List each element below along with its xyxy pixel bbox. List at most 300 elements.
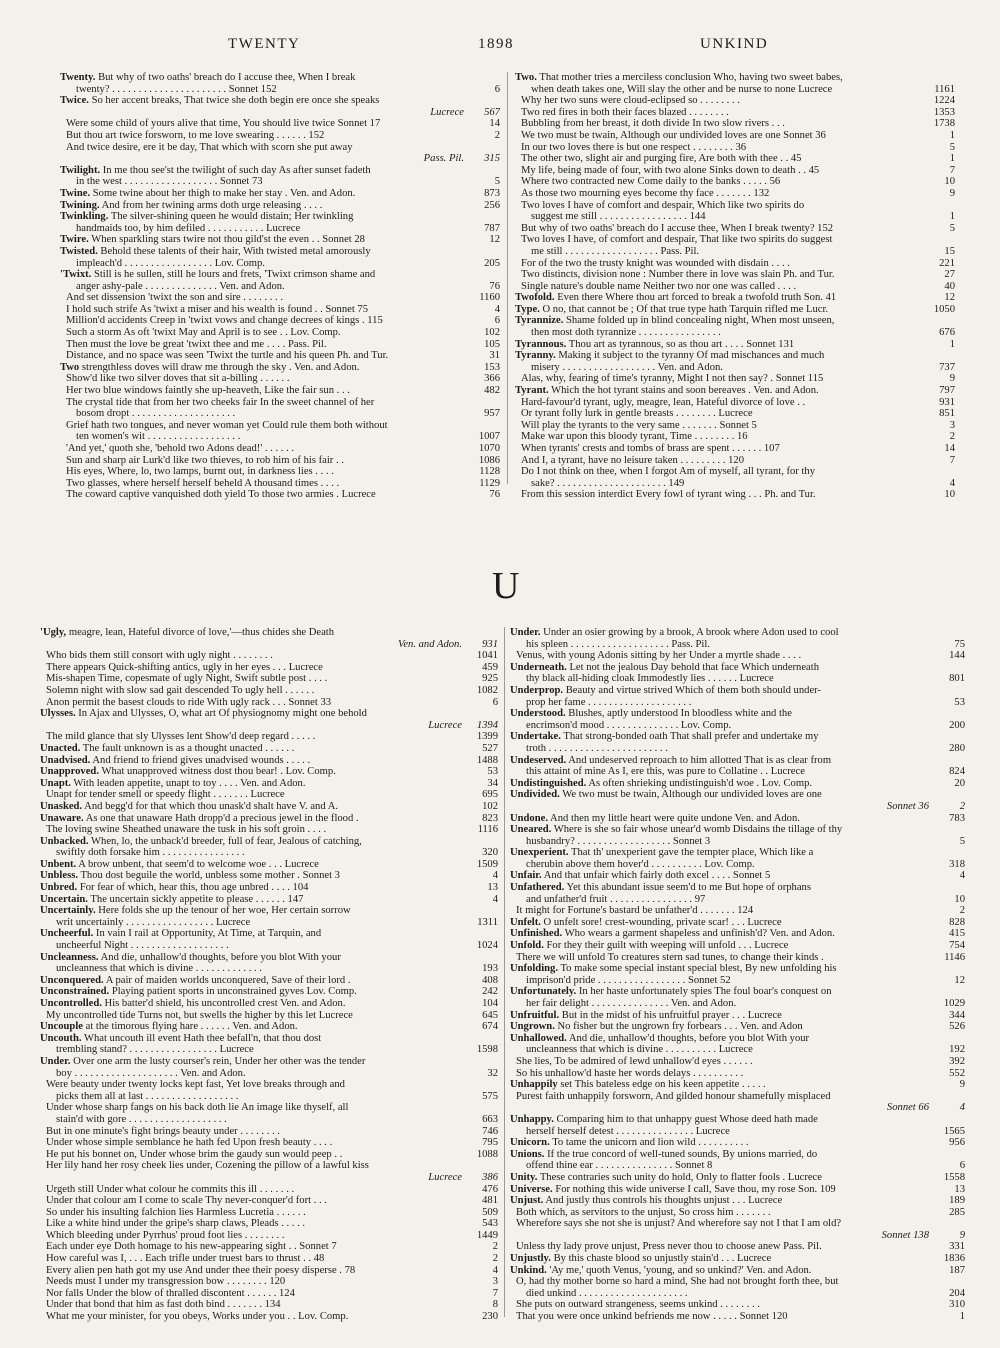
line-number: 27 xyxy=(944,269,955,281)
entry-line xyxy=(60,431,500,443)
line-number: 75 xyxy=(954,638,965,650)
entry-line xyxy=(515,350,955,362)
page-number: 1898 xyxy=(478,36,514,52)
entry-line xyxy=(510,1288,965,1300)
line-number: 32 xyxy=(487,1067,498,1079)
entry-text: Two. That mother tries a merciless conclusion Who, having two sweet babes, xyxy=(515,72,843,83)
line-number: 1146 xyxy=(944,951,965,963)
entry-text: Two loves I have, of comfort and despair, That like two spirits do suggest xyxy=(521,234,833,246)
line-number: 1224 xyxy=(933,95,955,107)
entry-text: Twisted. Behold these talents of their hair, With twisted metal amorously xyxy=(60,245,371,257)
entry-line xyxy=(40,1091,498,1103)
entry-line xyxy=(60,443,500,455)
entry-text: Sonnet 66 xyxy=(886,1102,929,1114)
line-number: 931 xyxy=(482,638,498,650)
line-number: 1 xyxy=(949,153,955,165)
entry-text: Or tyrant folly lurk in gentle breasts . . . . . . . . Lucrece xyxy=(521,408,753,420)
entry-line xyxy=(515,95,955,107)
entry-line xyxy=(510,685,965,697)
entry-line xyxy=(40,952,498,964)
entry-line xyxy=(60,165,500,177)
entry-text: Underneath. Let not the jealous Day behold that face Which underneath xyxy=(510,661,819,673)
line-number: 392 xyxy=(949,1055,965,1067)
line-number: 1082 xyxy=(476,684,498,696)
entries-bottom-left-column xyxy=(40,627,498,1323)
line-number: 12 xyxy=(954,974,965,986)
entry-line xyxy=(510,1276,965,1288)
entry-line xyxy=(40,1172,498,1184)
entry-line xyxy=(510,1079,965,1091)
entry-text: troth . . . . . . . . . . . . . . . . . . . . . . . xyxy=(526,742,668,754)
entry-text: Unions. If the true concord of well-tuned sounds, By unions married, do xyxy=(510,1148,818,1160)
entry-line xyxy=(60,142,500,154)
entry-line xyxy=(510,697,965,709)
entry-line xyxy=(515,455,955,467)
line-number: 8 xyxy=(492,1299,498,1311)
line-number: 783 xyxy=(949,812,965,824)
entry-text: his spleen . . . . . . . . . . . . . . . . . . . Pass. Pil. xyxy=(526,638,710,650)
entry-text: From this session interdict Every fowl of tyrant wing . . . Ph. and Tur. xyxy=(521,489,816,501)
column-divider-bottom xyxy=(504,627,505,1317)
entry-line xyxy=(510,975,965,987)
entry-line xyxy=(515,258,955,270)
entry-text: O, had thy mother borne so hard a mind, She had not brought forth thee, but xyxy=(516,1276,839,1288)
entry-text: The mild glance that sly Ulysses lent Show'd deep regard . . . . . xyxy=(46,731,316,743)
entry-line xyxy=(510,1149,965,1161)
line-number: 645 xyxy=(482,1009,498,1021)
entry-line xyxy=(510,1044,965,1056)
entry-text: Twinkling. The silver-shining queen he would distain; Her twinkling xyxy=(60,211,354,223)
entry-line xyxy=(60,327,500,339)
entry-line xyxy=(510,1265,965,1277)
line-number: 957 xyxy=(484,408,500,420)
entry-line xyxy=(40,662,498,674)
entry-line xyxy=(515,84,955,96)
entry-text: Show'd like two silver doves that sit a-billing . . . . . . xyxy=(66,373,290,385)
entry-text: uncleanness that which is divine . . . . . . . . . . Lucrece xyxy=(526,1044,753,1056)
line-number: 1041 xyxy=(476,650,498,662)
line-number: 310 xyxy=(949,1299,965,1311)
entry-line xyxy=(60,420,500,432)
line-number: 5 xyxy=(949,222,955,234)
entry-line xyxy=(60,188,500,200)
line-number: 9 xyxy=(959,1229,965,1241)
entry-line xyxy=(60,234,500,246)
entry-line xyxy=(40,917,498,929)
entry-line xyxy=(510,778,965,790)
line-number: 7 xyxy=(492,1287,498,1299)
entry-text: when death takes one, Will slay the other and be nurse to none Lucrece xyxy=(531,83,833,95)
line-number: 1598 xyxy=(476,1044,498,1056)
line-number: 331 xyxy=(949,1241,965,1253)
entry-text: Unexperient. That th' unexperient gave the tempter place, Which like a xyxy=(510,847,814,859)
line-number: 1836 xyxy=(943,1253,965,1265)
entry-line xyxy=(510,766,965,778)
line-number: 12 xyxy=(489,234,500,246)
line-number: 5 xyxy=(949,141,955,153)
entry-line xyxy=(40,905,498,917)
line-number: 746 xyxy=(482,1125,498,1137)
entry-line xyxy=(40,778,498,790)
entry-line xyxy=(60,153,500,165)
line-number: 280 xyxy=(949,742,965,754)
entry-line xyxy=(60,176,500,188)
line-number: 14 xyxy=(944,443,955,454)
entry-line xyxy=(510,986,965,998)
entry-text: then most doth tyrannize . . . . . . . . . . . . . . . . xyxy=(531,327,721,339)
entry-line xyxy=(60,223,500,235)
entry-text: And I, a tyrant, have no leisure taken . . . . . . . . . 120 xyxy=(521,454,745,466)
entry-line xyxy=(60,466,500,478)
entry-text: Mis-shapen Time, copesmate of ugly Night, Swift subtle post . . . . xyxy=(46,673,328,685)
line-number: 14 xyxy=(489,118,500,130)
entry-text: imprison'd pride . . . . . . . . . . . . . . . . . Sonnet 52 xyxy=(526,974,731,986)
entry-text: Distance, and no space was seen 'Twixt the turtle and his queen Ph. and Tur. xyxy=(66,350,389,362)
entry-line xyxy=(60,385,500,397)
line-number: 1070 xyxy=(478,443,500,454)
entry-text: impleach'd . . . . . . . . . . . . . . . . . Lov. Comp. xyxy=(76,257,265,269)
line-number: 1 xyxy=(949,129,955,141)
entry-text: Each under eye Doth homage to his new-appearing sight . . Sonnet 7 xyxy=(46,1241,337,1253)
line-number: 1394 xyxy=(476,719,498,731)
entry-line xyxy=(510,847,965,859)
entry-text: husbandry? . . . . . . . . . . . . . . . . . . Sonnet 3 xyxy=(526,835,711,847)
entry-text: But why of two oaths' breach do I accuse thee, When I break twenty? 152 xyxy=(521,222,834,234)
entry-line xyxy=(510,789,965,801)
entry-text: Unapt for tender smell or speedy flight . . . . . . . Lucrece xyxy=(46,789,285,801)
line-number: 7 xyxy=(949,164,955,176)
entry-text: Undone. And then my little heart were quite undone Ven. and Adon. xyxy=(510,812,800,824)
line-number: 828 xyxy=(949,916,965,928)
entry-line xyxy=(515,211,955,223)
entry-text: Twenty. But why of two oaths' breach do I accuse thee, When I break xyxy=(60,72,356,83)
line-number: 5 xyxy=(494,176,500,188)
entry-text: The crystal tide that from her two cheeks fair In the sweet channel of her xyxy=(66,396,375,408)
entry-text: Lucrece xyxy=(428,719,462,731)
entry-text: prop her fame . . . . . . . . . . . . . . . . . . . . xyxy=(526,696,692,708)
entry-text: Unaware. As one that unaware Hath dropp'd a precious jewel in the flood . xyxy=(40,812,359,824)
entry-text: As those two mourning eyes become thy face . . . . . . . 132 xyxy=(521,187,770,199)
entry-text: Two red fires in both their faces blazed . . . . . . . . xyxy=(521,106,729,118)
entry-text: offend thine ear . . . . . . . . . . . . . . . Sonnet 8 xyxy=(526,1160,713,1172)
entry-text: Ungrown. No fisher but the ungrown fry forbears . . . Ven. and Adon xyxy=(510,1021,803,1033)
line-number: 7 xyxy=(949,454,955,466)
entry-text: Will play the tyrants to the very same . . . . . . . Sonnet 5 xyxy=(521,419,757,431)
entry-line xyxy=(60,350,500,362)
entry-text: handmaids too, by him defiled . . . . . . . . . . . Lucrece xyxy=(76,222,301,234)
entry-text: Uncouple at the timorous flying hare . . . . . . Ven. and Adon. xyxy=(40,1021,298,1033)
line-number: 4 xyxy=(959,870,965,882)
entry-line xyxy=(510,917,965,929)
entry-text: Lucrece xyxy=(430,106,464,118)
entry-text: her fair delight . . . . . . . . . . . . . . . Ven. and Adon. xyxy=(526,998,737,1009)
line-number: 481 xyxy=(482,1195,498,1207)
line-number: 9 xyxy=(949,373,955,385)
entry-line xyxy=(510,824,965,836)
entry-line xyxy=(515,397,955,409)
line-number: 204 xyxy=(949,1287,965,1299)
line-number: 1128 xyxy=(479,466,500,478)
line-number: 509 xyxy=(482,1206,498,1218)
line-number: 1558 xyxy=(943,1171,965,1183)
entry-line xyxy=(515,431,955,443)
entry-text: Unhappily set This bateless edge on his keen appetite . . . . . xyxy=(510,1079,766,1091)
line-number: 318 xyxy=(949,858,965,870)
entry-text: His eyes, Where, lo, two lamps, burnt out, in darkness lies . . . . xyxy=(66,466,334,478)
line-number: 801 xyxy=(949,673,965,685)
entry-line xyxy=(515,142,955,154)
line-number: 102 xyxy=(482,800,498,812)
entry-line xyxy=(60,258,500,270)
entry-line xyxy=(40,720,498,732)
entry-text: Then must the love be great 'twixt thee and me . . . . Pass. Pil. xyxy=(66,338,327,350)
entry-line xyxy=(40,1137,498,1149)
entries-top-right-column xyxy=(515,72,955,501)
entry-text: Both which, as servitors to the unjust, So cross him . . . . . . . xyxy=(516,1206,771,1218)
entry-line xyxy=(40,743,498,755)
entry-line xyxy=(40,928,498,940)
entry-text: Unhallowed. And die, unhallow'd thoughts, before you blot With your xyxy=(510,1032,810,1044)
line-number: 1086 xyxy=(478,454,500,466)
entry-line xyxy=(515,304,955,316)
line-number: 76 xyxy=(489,280,500,292)
entry-line xyxy=(510,870,965,882)
line-number: 4 xyxy=(959,1102,965,1114)
entry-text: Uncertainly. Here folds she up the tenour of her woe, Her certain sorrow xyxy=(40,905,351,917)
entry-text: boy . . . . . . . . . . . . . . . . . . . . Ven. and Adon. xyxy=(56,1067,246,1079)
entry-text: Under that bond that him as fast doth bind . . . . . . . 134 xyxy=(46,1299,281,1311)
line-number: 256 xyxy=(484,199,500,211)
entry-text: Why her two suns were cloud-eclipsed so . . . . . . . . xyxy=(521,95,740,107)
entry-text: Undivided. We two must be twain, Although our undivided loves are one xyxy=(510,789,822,801)
entry-line xyxy=(510,1207,965,1219)
entry-text: Every alien pen hath got my use And under thee their poesy disperse . 78 xyxy=(46,1264,356,1276)
line-number: 12 xyxy=(944,292,955,304)
entry-line xyxy=(510,743,965,755)
entry-line xyxy=(40,1311,498,1323)
entry-line xyxy=(510,1010,965,1022)
entry-line xyxy=(510,1172,965,1184)
entry-text: I hold such strife As 'twixt a miser and his wealth is found . . Sonnet 75 xyxy=(66,303,369,315)
entry-line xyxy=(515,466,955,478)
line-number: 76 xyxy=(489,489,500,501)
entry-text: What me your minister, for you obeys, Works under you . . Lov. Comp. xyxy=(46,1311,349,1323)
entry-line xyxy=(40,1299,498,1311)
entry-text: Unjust. And justly thus controls his thoughts unjust . . . Lucrece xyxy=(510,1195,783,1207)
entry-line xyxy=(40,940,498,952)
entry-text: My uncontrolled tide Turns not, but swells the higher by this let Lucrece xyxy=(46,1009,353,1021)
line-number: 53 xyxy=(487,766,498,778)
entry-line xyxy=(40,813,498,825)
entry-line xyxy=(515,281,955,293)
line-number: 543 xyxy=(482,1218,498,1230)
entry-text: swiftly doth forsake him . . . . . . . . . . . . . . . . xyxy=(56,847,245,859)
entry-text: Universe. For nothing this wide universe I call, Save thou, my rose Son. 109 xyxy=(510,1183,836,1195)
entry-text: But in one minute's fight brings beauty under . . . . . . . . xyxy=(46,1125,281,1137)
line-number: 476 xyxy=(482,1183,498,1195)
line-number: 575 xyxy=(482,1090,498,1102)
entry-text: Were some child of yours alive that time, You should live twice Sonnet 17 xyxy=(66,118,381,130)
entry-line xyxy=(60,246,500,258)
line-number: 1161 xyxy=(934,83,955,95)
entry-line xyxy=(60,292,500,304)
entry-line xyxy=(515,478,955,490)
entry-line xyxy=(40,1241,498,1253)
entry-line xyxy=(40,847,498,859)
line-number: 1129 xyxy=(479,477,500,489)
entry-text: Unbacked. When, lo, the unback'd breeder, full of fear, Jealous of catching, xyxy=(40,835,362,847)
entry-text: Bubbling from her breast, it doth divide In two slow rivers . . . xyxy=(521,118,785,130)
entry-line xyxy=(515,327,955,339)
line-number: 2 xyxy=(492,1241,498,1253)
entry-text: Unfinished. Who wears a garment shapeless and unfinish'd? Ven. and Adon. xyxy=(510,928,835,940)
entry-text: Uneared. Where is she so fair whose unear'd womb Disdains the tillage of thy xyxy=(510,824,843,836)
entry-line xyxy=(40,801,498,813)
entry-line xyxy=(515,223,955,235)
line-number: 13 xyxy=(487,882,498,894)
line-number: 674 xyxy=(482,1021,498,1033)
entry-line xyxy=(40,1276,498,1288)
entry-line xyxy=(510,836,965,848)
entry-line xyxy=(40,766,498,778)
entry-text: Were beauty under twenty locks kept fast, Yet love breaks through and xyxy=(46,1079,345,1091)
entry-text: Unfruitful. But in the midst of his unfruitful prayer . . . Lucrece xyxy=(510,1009,782,1021)
entry-text: thy black all-hiding cloak Immodestly lies . . . . . . Lucrece xyxy=(526,673,774,685)
entry-text: suggest me still . . . . . . . . . . . . . . . . . 144 xyxy=(531,211,706,223)
line-number: 695 xyxy=(482,789,498,801)
entry-text: Needs must I under my transgression bow . . . . . . . . 120 xyxy=(46,1276,286,1288)
entry-text: We two must be twain, Although our undivided loves are one Sonnet 36 xyxy=(521,129,826,141)
entry-text: Unapt. With leaden appetite, unapt to toy . . . . Ven. and Adon. xyxy=(40,777,306,789)
line-number: 931 xyxy=(939,396,955,408)
entry-line xyxy=(510,639,965,651)
entry-text: Undertake. That strong-bonded oath That shall prefer and undertake my xyxy=(510,731,819,743)
entry-text: Do I not think on thee, when I forgot Am of myself, all tyrant, for thy xyxy=(521,466,816,478)
entry-line xyxy=(60,408,500,420)
entry-line xyxy=(60,478,500,490)
entry-line xyxy=(60,130,500,142)
line-number: 200 xyxy=(949,719,965,731)
entry-line xyxy=(510,1126,965,1138)
entry-line xyxy=(60,72,500,84)
entry-line xyxy=(40,870,498,882)
entry-line xyxy=(510,859,965,871)
entry-text: uncleanness that which is divine . . . . . . . . . . . . . xyxy=(56,963,262,975)
entry-line xyxy=(515,408,955,420)
entry-line xyxy=(60,397,500,409)
line-number: 1160 xyxy=(479,292,500,304)
entry-line xyxy=(60,339,500,351)
entry-line xyxy=(40,731,498,743)
entry-line xyxy=(510,1184,965,1196)
entry-text: Twining. And from her twining arms doth urge releasing . . . . xyxy=(60,199,323,211)
line-number: 823 xyxy=(482,812,498,824)
entry-line xyxy=(515,246,955,258)
entry-text: Ven. and Adon. xyxy=(398,638,462,650)
entry-text: Unbred. For fear of which, hear this, thou age unbred . . . . 104 xyxy=(40,882,309,894)
entry-line xyxy=(40,1079,498,1091)
entry-text: Under whose simple semblance he hath fed Upon fresh beauty . . . . xyxy=(46,1137,333,1149)
entry-line xyxy=(60,95,500,107)
entry-text: cherubin above them hover'd . . . . . . . . . . Lov. Comp. xyxy=(526,858,755,870)
entry-line xyxy=(515,373,955,385)
entry-text: Hard-favour'd tyrant, ugly, meagre, lean, Hateful divorce of love . . xyxy=(521,396,806,408)
entry-line xyxy=(510,1311,965,1323)
entry-text: 'And yet,' quoth she, 'behold two Adons dead!' . . . . . . xyxy=(66,443,295,454)
entry-line xyxy=(60,200,500,212)
entry-text: Unbent. A brow unbent, that seem'd to welcome woe . . . Lucrece xyxy=(40,858,319,870)
line-number: 527 xyxy=(482,742,498,754)
entry-text: Unconquered. A pair of maiden worlds unconquered, Save of their lord . xyxy=(40,974,351,986)
line-number: 4 xyxy=(492,893,498,905)
entry-text: trembling stand? . . . . . . . . . . . . . . . . . Lucrece xyxy=(56,1044,254,1056)
line-number: 1311 xyxy=(477,916,498,928)
entry-text: Unfold. For they their guilt with weeping will unfold . . . Lucrece xyxy=(510,940,789,952)
entry-line xyxy=(40,986,498,998)
entry-text: Unity. These contraries such unity do hold, Only to flatter fools . Lucrece xyxy=(510,1171,822,1183)
entry-text: Uncheerful. In vain I rail at Opportunity, At Time, at Tarquin, and xyxy=(40,928,322,940)
entry-text: Sun and sharp air Lurk'd like two thieves, to rob him of his fair . . xyxy=(66,454,344,466)
entry-line xyxy=(60,269,500,281)
entry-text: When tyrants' crests and tombs of brass are spent . . . . . . 107 xyxy=(521,443,780,454)
line-number: 386 xyxy=(482,1171,498,1183)
entry-line xyxy=(510,1056,965,1068)
entry-line xyxy=(40,1021,498,1033)
page-header xyxy=(0,36,1000,56)
line-number: 663 xyxy=(482,1113,498,1125)
entry-text: Venus, with young Adonis sitting by her Under a myrtle shade . . . . xyxy=(516,650,802,662)
entry-line xyxy=(40,859,498,871)
entry-line xyxy=(40,963,498,975)
line-number: 1509 xyxy=(476,858,498,870)
line-number: 53 xyxy=(954,696,965,708)
line-number: 787 xyxy=(484,222,500,234)
entry-line xyxy=(40,1068,498,1080)
entry-text: in the west . . . . . . . . . . . . . . . . . . Sonnet 73 xyxy=(76,176,263,188)
entry-line xyxy=(510,1241,965,1253)
entry-text: Tyrant. Which the hot tyrant stains and soon bereaves . Ven. and Adon. xyxy=(515,385,819,397)
entry-text: Twine. Some twine about her thigh to make her stay . Ven. and Adon. xyxy=(60,187,356,199)
line-number: 797 xyxy=(939,385,955,397)
line-number: 2 xyxy=(492,1253,498,1265)
entry-line xyxy=(40,1102,498,1114)
entry-text: herself herself detest . . . . . . . . . . . . . . . Lucrece xyxy=(526,1125,730,1137)
entry-text: Wherefore says she not she is unjust? And wherefore say not I that I am old? xyxy=(516,1218,842,1230)
entry-line xyxy=(60,455,500,467)
entry-line xyxy=(40,1218,498,1230)
entry-text: Uncertain. The uncertain sickly appetite to please . . . . . . 147 xyxy=(40,893,304,905)
entry-line xyxy=(40,755,498,767)
line-number: 737 xyxy=(939,361,955,373)
entry-text: Alas, why, fearing of time's tyranny, Might I not then say? . Sonnet 115 xyxy=(521,373,824,385)
entry-line xyxy=(515,292,955,304)
entry-line xyxy=(40,789,498,801)
entry-text: Her two blue windows faintly she up-heaveth, Like the fair sun . . . xyxy=(66,385,350,397)
entry-line xyxy=(510,801,965,813)
line-number: 4 xyxy=(494,303,500,315)
entry-line xyxy=(510,673,965,685)
line-number: 1 xyxy=(949,338,955,350)
line-number: 1116 xyxy=(477,824,498,836)
entry-text: Single nature's double name Neither two nor one was called . . . . xyxy=(521,280,797,292)
line-number: 153 xyxy=(484,361,500,373)
line-number: 1565 xyxy=(943,1125,965,1137)
line-number: 4 xyxy=(492,870,498,882)
entry-line xyxy=(510,731,965,743)
entry-text: Million'd accidents Creep in 'twixt vows and change decrees of kings . 115 xyxy=(66,315,383,327)
entry-line xyxy=(510,650,965,662)
entry-text: Uncleanness. And die, unhallow'd thoughts, before you blot With your xyxy=(40,951,341,963)
